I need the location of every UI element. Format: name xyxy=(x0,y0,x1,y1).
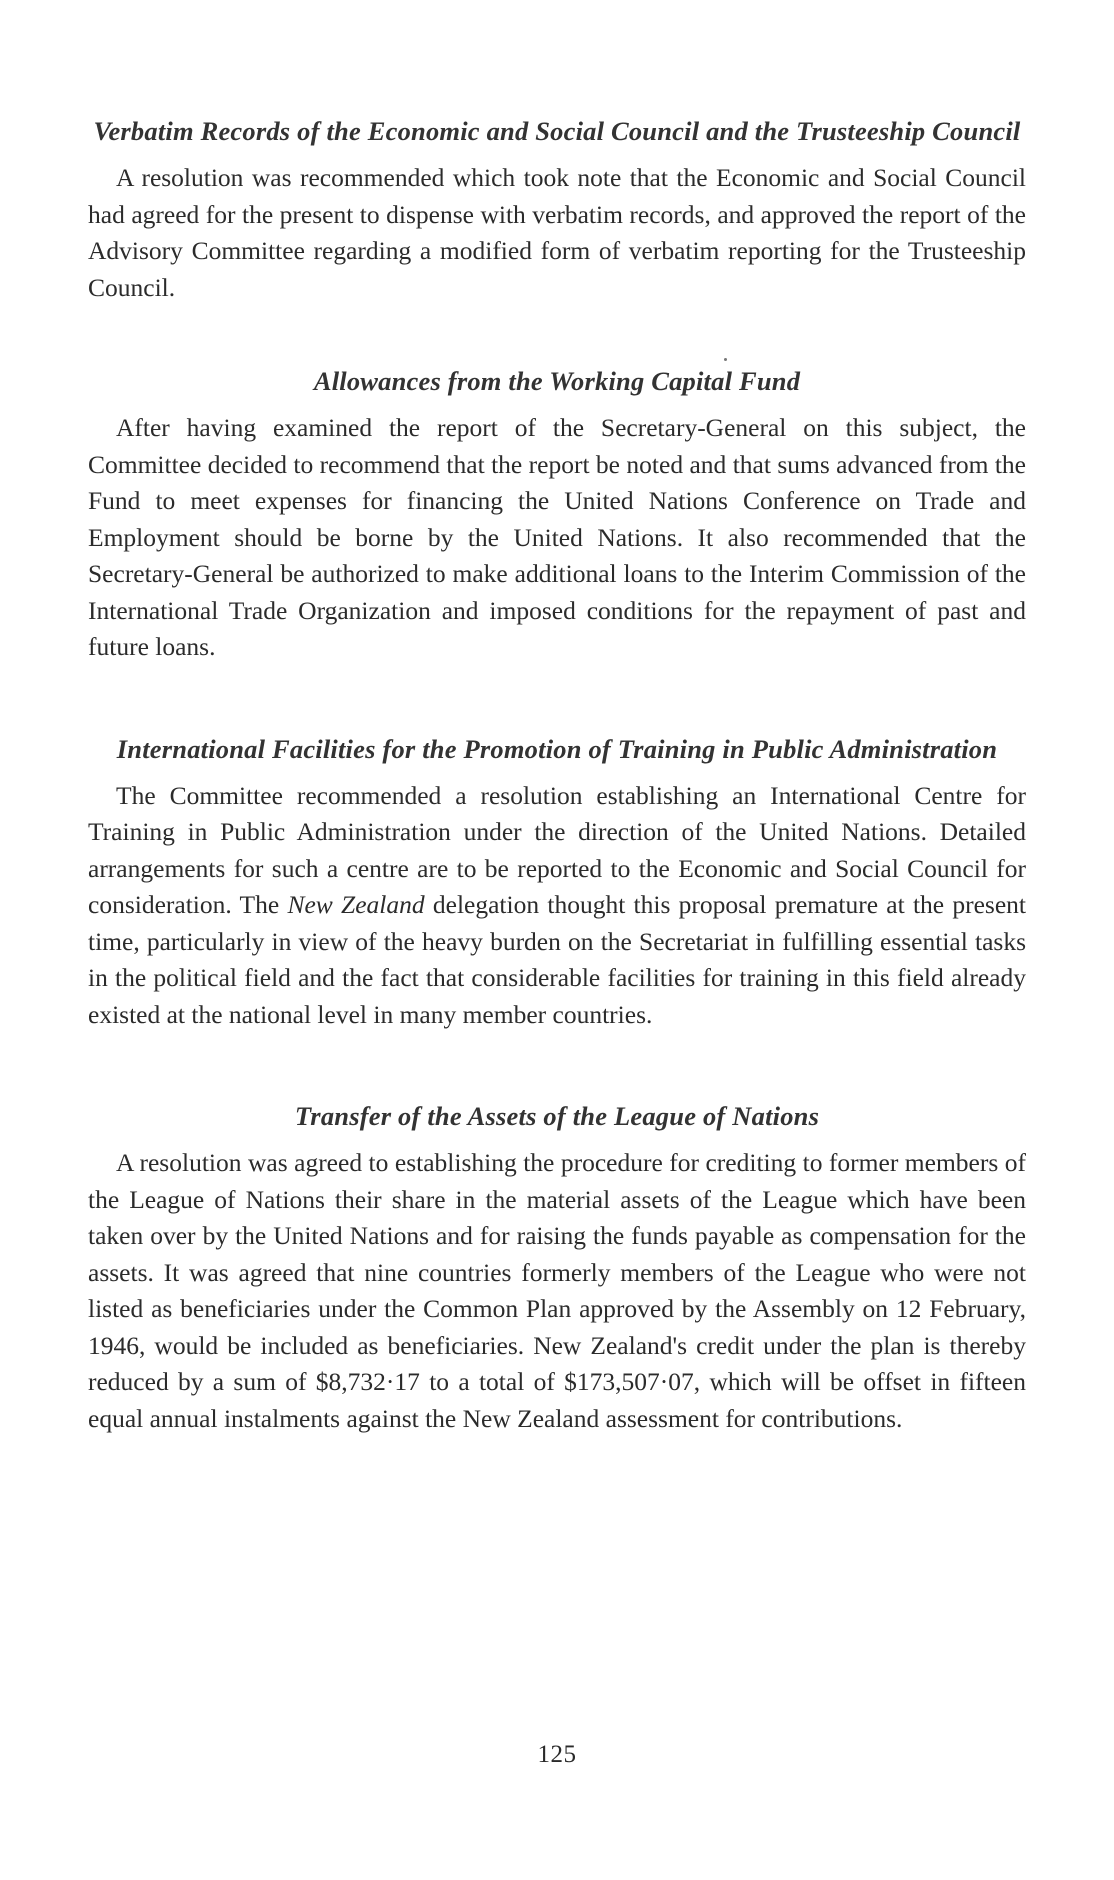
paragraph-text-part: delegation thought this proposal premature at the present time, particularly in view of the heavy burden on the Secretariat in fulfilling essential tasks in the political field and the fact that considerable facilities for training in this field already existed at the national level in many member countries. xyxy=(88,890,1027,1029)
italic-country-name: New Zealand xyxy=(287,890,425,919)
section-verbatim-records xyxy=(88,112,1026,306)
paragraph-text-part: The Committee recommended a resolution establishing an International Centre for Training in Public Administration under the direction of the United Nations. Detailed arrangements for such a centre are to be reported to the Economic and Social Council for consideration. The xyxy=(88,780,1026,919)
section-working-capital-fund xyxy=(88,362,1026,666)
section-league-assets xyxy=(88,1097,1026,1437)
section-paragraph: A resolution was recommended which took note that the Economic and Social Council had agreed for the present to dispense with verbatim records, and approved the report of the Advisory Committee regarding a modified form of verbatim reporting for the Trusteeship Council. xyxy=(88,163,1026,302)
print-speck xyxy=(724,358,727,361)
section-public-administration xyxy=(88,730,1026,1034)
section-paragraph xyxy=(88,778,1026,1034)
section-heading: International Facilities for the Promotion of Training in Public Administration xyxy=(116,733,998,764)
section-heading: Verbatim Records of the Economic and Social Council and the Trusteeship Council xyxy=(93,116,1021,146)
section-paragraph: A resolution was agreed to establishing the procedure for crediting to former members of the League of Nations their share in the material assets of the League which have been taken over by the United Nations and for raising the funds payable as compensation for the assets. It was agreed that nine countries formerly members of the League who were not listed as beneficiaries under the Common Plan approved by the Assembly on 12 February, 1946, would be included as beneficiaries. New Zealand's credit under the plan is thereby reduced by a sum of $8,732·17 to a total of $173,507·07, which will be offset in fifteen equal annual instalments against the New Zealand assessment for contributions. xyxy=(88,1148,1026,1433)
section-heading: Allowances from the Working Capital Fund xyxy=(313,366,801,396)
section-paragraph: After having examined the report of the Secretary-General on this subject, the Committee decided to recommend that the report be noted and that sums advanced from the Fund to meet expenses for financing the United Nations Conference on Trade and Employment should be borne by the United Nations. It also recommended that the Secretary-General be authorized to make additional loans to the Interim Commission of the International Trade Organization and imposed conditions for the repayment of past and future loans. xyxy=(88,413,1026,661)
page-content xyxy=(88,112,1026,1437)
page-number: 125 xyxy=(537,1741,577,1768)
section-heading: Transfer of the Assets of the League of Nations xyxy=(294,1101,820,1131)
